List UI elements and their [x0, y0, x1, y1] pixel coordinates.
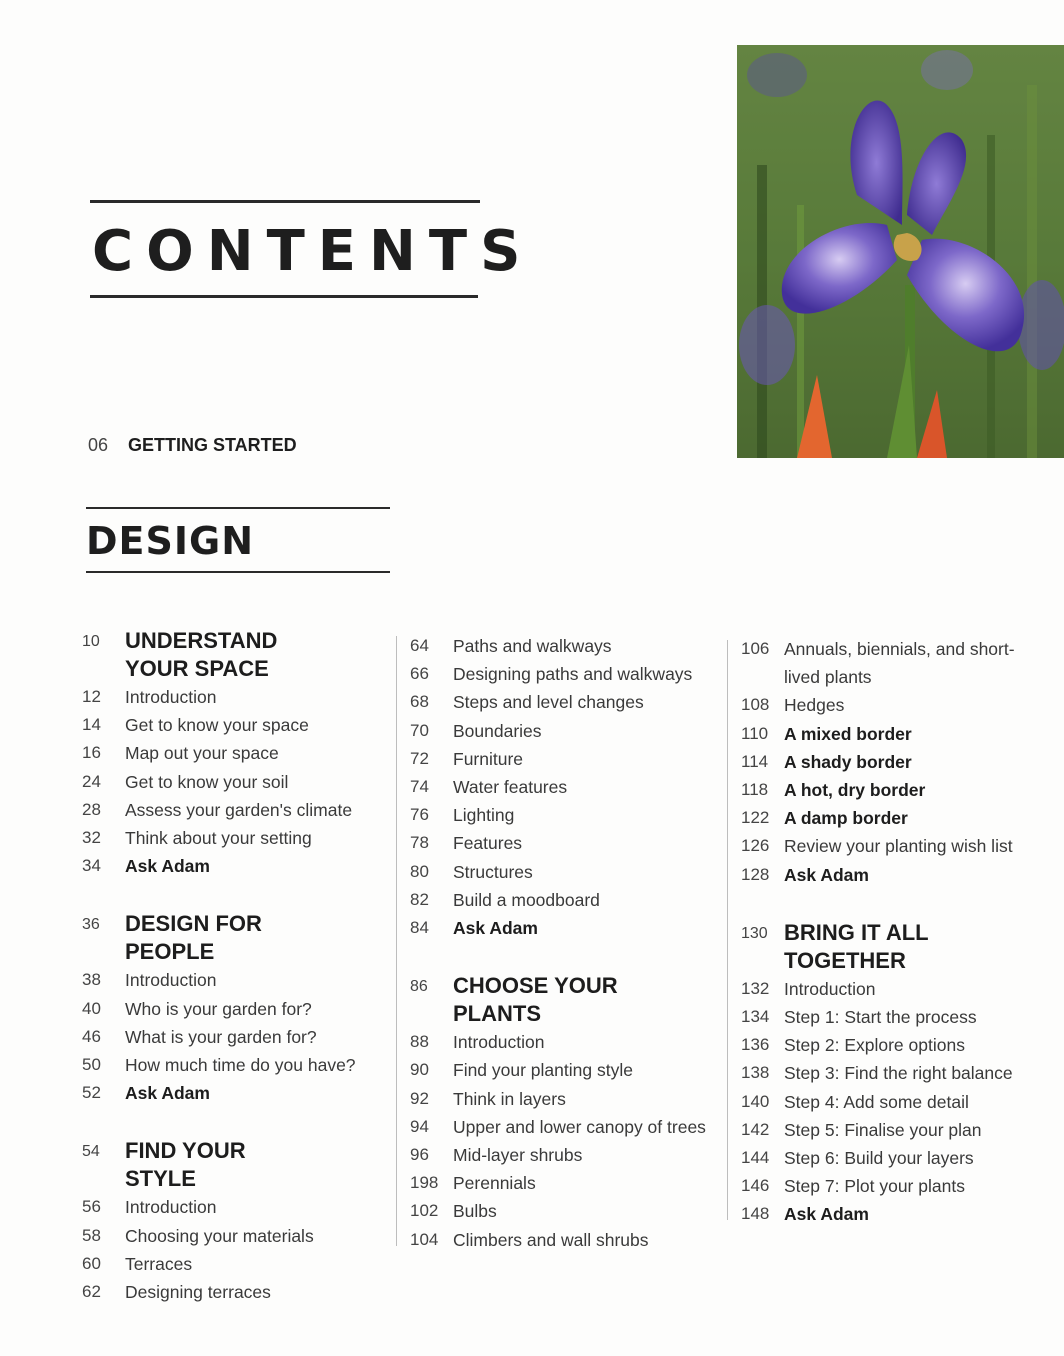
toc-entry[interactable]: [741, 635, 1041, 691]
page-number: 16: [82, 743, 101, 763]
page-number: 108: [741, 695, 770, 715]
page-number: 90: [410, 1060, 429, 1080]
entry-title: Climbers and wall shrubs: [453, 1229, 649, 1250]
design-top-rule: [86, 507, 390, 509]
toc-entry[interactable]: [82, 739, 402, 767]
page-number: 12: [82, 687, 101, 706]
entry-title: Upper and lower canopy of trees: [453, 1116, 706, 1137]
toc-entry[interactable]: [82, 1079, 402, 1107]
entry-title: Get to know your space: [125, 715, 309, 736]
page-number: 06: [88, 435, 109, 455]
page-number: 84: [410, 918, 429, 938]
entry-title: Annuals, biennials, and short-lived plants: [784, 639, 1015, 688]
page-number: 46: [82, 1026, 101, 1046]
entry-title: Terraces: [125, 1253, 193, 1274]
section-page-number: 10: [82, 633, 100, 650]
page-number: 104: [410, 1229, 439, 1249]
toc-entry[interactable]: [741, 804, 1041, 832]
toc-entry[interactable]: [82, 683, 402, 711]
section-title: UNDERSTAND YOUR SPACE: [125, 628, 278, 681]
toc-entry[interactable]: [410, 717, 730, 745]
page-number: 134: [741, 1007, 770, 1027]
entry-title: Lighting: [453, 805, 515, 826]
toc-entry[interactable]: [741, 975, 1041, 1003]
page-number: 122: [741, 808, 770, 828]
section-title: FIND YOUR STYLE: [125, 1138, 246, 1192]
page-number: 198: [410, 1173, 439, 1193]
toc-entry[interactable]: [741, 861, 1041, 889]
toc-entry[interactable]: [410, 632, 730, 660]
entry-title: Step 5: Finalise your plan: [784, 1119, 982, 1140]
entry-title: Find your planting style: [453, 1060, 633, 1081]
section-title: BRING IT ALL TOGETHER: [784, 919, 929, 973]
entry-title: Furniture: [453, 748, 524, 769]
page-number: 80: [410, 861, 429, 881]
section-gap: [82, 880, 402, 902]
entry-title: Perennials: [453, 1173, 536, 1194]
toc-entry[interactable]: [410, 1056, 730, 1084]
entry-title: Structures: [453, 861, 533, 882]
toc-entry[interactable]: [82, 1193, 402, 1221]
toc-entry[interactable]: [410, 660, 730, 688]
page-number: 148: [741, 1204, 770, 1224]
page-number: 114: [741, 751, 769, 771]
entry-title: Water features: [453, 777, 568, 798]
toc-entry[interactable]: [741, 1200, 1041, 1228]
page-number: 74: [410, 777, 429, 797]
toc-entry[interactable]: [82, 966, 402, 994]
entry-title: Step 4: Add some detail: [784, 1091, 969, 1112]
entry-title: Ask Adam: [453, 918, 538, 939]
section-heading[interactable]: [82, 1137, 402, 1193]
toc-entry[interactable]: [741, 1059, 1041, 1087]
toc-entry[interactable]: [82, 1023, 402, 1051]
page-number: 58: [82, 1225, 101, 1245]
entry-title: Ask Adam: [125, 856, 210, 877]
toc-entry[interactable]: [741, 1003, 1041, 1031]
entry-title: Step 6: Build your layers: [784, 1148, 974, 1169]
page-number: 64: [410, 636, 429, 655]
entry-title: A shady border: [784, 751, 912, 772]
section-heading[interactable]: [410, 972, 730, 1028]
entry-title: Ask Adam: [125, 1083, 210, 1104]
page-number: 132: [741, 978, 770, 998]
entry-title: Designing paths and walkways: [453, 664, 693, 685]
toc-entry[interactable]: [410, 829, 730, 857]
entry-title: Think about your setting: [125, 828, 312, 849]
contents-top-rule: [90, 200, 480, 203]
section-heading[interactable]: [82, 910, 402, 966]
toc-entry[interactable]: [741, 1116, 1041, 1144]
page-number: 146: [741, 1176, 770, 1196]
page-number: 138: [741, 1063, 770, 1083]
toc-entry[interactable]: [741, 1031, 1041, 1059]
entry-title: Boundaries: [453, 720, 542, 741]
entry-title: Think in layers: [453, 1088, 566, 1109]
entry-title: Paths and walkways: [453, 636, 612, 656]
iris-flower-photo: [737, 45, 1064, 458]
toc-entry[interactable]: [82, 1222, 402, 1250]
entry-title: How much time do you have?: [125, 1055, 356, 1076]
page-number: 82: [410, 889, 429, 909]
toc-column-2: [410, 632, 730, 1254]
contents-bottom-rule: [90, 295, 478, 298]
entry-title: Features: [453, 833, 523, 854]
toc-entry[interactable]: [741, 748, 1041, 776]
page-number: 34: [82, 856, 101, 876]
toc-entry[interactable]: [410, 1028, 730, 1056]
toc-entry[interactable]: [410, 1197, 730, 1225]
entry-title: Step 1: Start the process: [784, 1007, 977, 1028]
section-page-number: 86: [410, 978, 428, 996]
page-number: 14: [82, 715, 101, 735]
entry-title: Bulbs: [453, 1201, 497, 1222]
page-number: 118: [741, 780, 769, 800]
entry-title: A damp border: [784, 808, 908, 829]
page-number: 66: [410, 664, 429, 684]
entry-title: Assess your garden's climate: [125, 799, 353, 820]
toc-column-3: [741, 635, 1041, 1229]
entry-title: Steps and level changes: [453, 692, 644, 713]
page-number: 140: [741, 1091, 770, 1111]
page-number: 136: [741, 1035, 770, 1055]
toc-entry[interactable]: [410, 886, 730, 914]
section-heading[interactable]: [741, 919, 1041, 975]
toc-entry[interactable]: [741, 1088, 1041, 1116]
entry-title: Get to know your soil: [125, 771, 289, 792]
toc-entry[interactable]: [82, 1278, 402, 1306]
page-number: 128: [741, 864, 770, 884]
page-number: 110: [741, 723, 769, 743]
entry-title: Review your planting wish list: [784, 836, 1013, 857]
section-page-number: 130: [741, 924, 768, 942]
entry-title: Step 7: Plot your plants: [784, 1176, 965, 1197]
toc-entry[interactable]: [741, 776, 1041, 804]
toc-entry[interactable]: [82, 995, 402, 1023]
page-number: 40: [82, 998, 101, 1018]
entry-title: Map out your space: [125, 743, 279, 764]
toc-entry[interactable]: [741, 832, 1041, 860]
entry-title: Mid-layer shrubs: [453, 1145, 583, 1166]
toc-entry[interactable]: [410, 801, 730, 829]
toc-entry[interactable]: [82, 1051, 402, 1079]
section-gap: [82, 1107, 402, 1129]
section-title: DESIGN FOR PEOPLE: [125, 911, 262, 965]
part-title: DESIGN: [86, 519, 255, 563]
toc-entry[interactable]: [741, 1144, 1041, 1172]
getting-started-entry[interactable]: [88, 432, 297, 458]
toc-entry[interactable]: [410, 1169, 730, 1197]
section-gap: [410, 942, 730, 964]
entry-title: Build a moodboard: [453, 889, 600, 910]
page-number: 88: [410, 1032, 429, 1052]
page-number: 96: [410, 1145, 429, 1165]
page-number: 68: [410, 692, 429, 712]
toc-entry[interactable]: [82, 852, 402, 880]
entry-title: GETTING STARTED: [128, 435, 297, 455]
toc-entry[interactable]: [410, 688, 730, 716]
page-number: 102: [410, 1201, 439, 1221]
entry-title: Introduction: [125, 970, 217, 991]
page-number: 126: [741, 836, 770, 856]
entry-title: What is your garden for?: [125, 1026, 317, 1047]
design-bottom-rule: [86, 571, 390, 573]
toc-entry[interactable]: [82, 1250, 402, 1278]
page-number: 76: [410, 805, 429, 825]
toc-entry[interactable]: [410, 773, 730, 801]
page-number: 28: [82, 799, 101, 819]
toc-entry[interactable]: [410, 914, 730, 942]
entry-title: Designing terraces: [125, 1282, 271, 1303]
entry-title: Step 2: Explore options: [784, 1035, 965, 1056]
page-number: 70: [410, 720, 429, 740]
toc-entry[interactable]: [82, 796, 402, 824]
toc-entry[interactable]: [82, 768, 402, 796]
toc-entry[interactable]: [82, 824, 402, 852]
entry-title: A hot, dry border: [784, 780, 926, 801]
entry-title: Who is your garden for?: [125, 998, 312, 1019]
toc-entry[interactable]: [410, 858, 730, 886]
toc-entry[interactable]: [410, 1113, 730, 1141]
page-number: 92: [410, 1088, 429, 1108]
toc-entry[interactable]: [741, 691, 1041, 719]
page-title: CONTENTS: [92, 219, 534, 284]
page-number: 78: [410, 833, 429, 853]
section-title: CHOOSE YOUR PLANTS: [453, 973, 618, 1027]
toc-entry[interactable]: [410, 1085, 730, 1113]
entry-title: Choosing your materials: [125, 1225, 314, 1246]
toc-entry[interactable]: [82, 711, 402, 739]
entry-title: Introduction: [784, 978, 876, 999]
toc-column-1: [82, 627, 402, 1306]
page-number: 62: [82, 1282, 101, 1302]
entry-title: Ask Adam: [784, 1204, 869, 1225]
page-number: 106: [741, 639, 770, 658]
page-number: 50: [82, 1055, 101, 1075]
entry-title: Introduction: [125, 687, 217, 707]
entry-title: Hedges: [784, 695, 845, 716]
entry-title: A mixed border: [784, 723, 912, 744]
entry-title: Introduction: [453, 1032, 545, 1053]
page-number: 142: [741, 1119, 770, 1139]
section-page-number: 54: [82, 1143, 100, 1161]
page-number: 52: [82, 1083, 101, 1103]
page-number: 38: [82, 970, 101, 990]
toc-entry[interactable]: [410, 1226, 730, 1254]
page-number: 60: [82, 1253, 101, 1273]
entry-title: Ask Adam: [784, 864, 869, 885]
page-number: 72: [410, 748, 429, 768]
section-heading[interactable]: [82, 627, 402, 683]
page-number: 94: [410, 1116, 429, 1136]
page-number: 56: [82, 1197, 101, 1217]
page-number: 24: [82, 771, 101, 791]
entry-title: Introduction: [125, 1197, 217, 1218]
section-gap: [741, 889, 1041, 911]
section-page-number: 36: [82, 916, 100, 934]
toc-entry[interactable]: [741, 720, 1041, 748]
toc-entry[interactable]: [741, 1172, 1041, 1200]
page-number: 144: [741, 1148, 770, 1168]
entry-title: Step 3: Find the right balance: [784, 1063, 1013, 1084]
toc-entry[interactable]: [410, 745, 730, 773]
toc-entry[interactable]: [410, 1141, 730, 1169]
page-number: 32: [82, 828, 101, 848]
